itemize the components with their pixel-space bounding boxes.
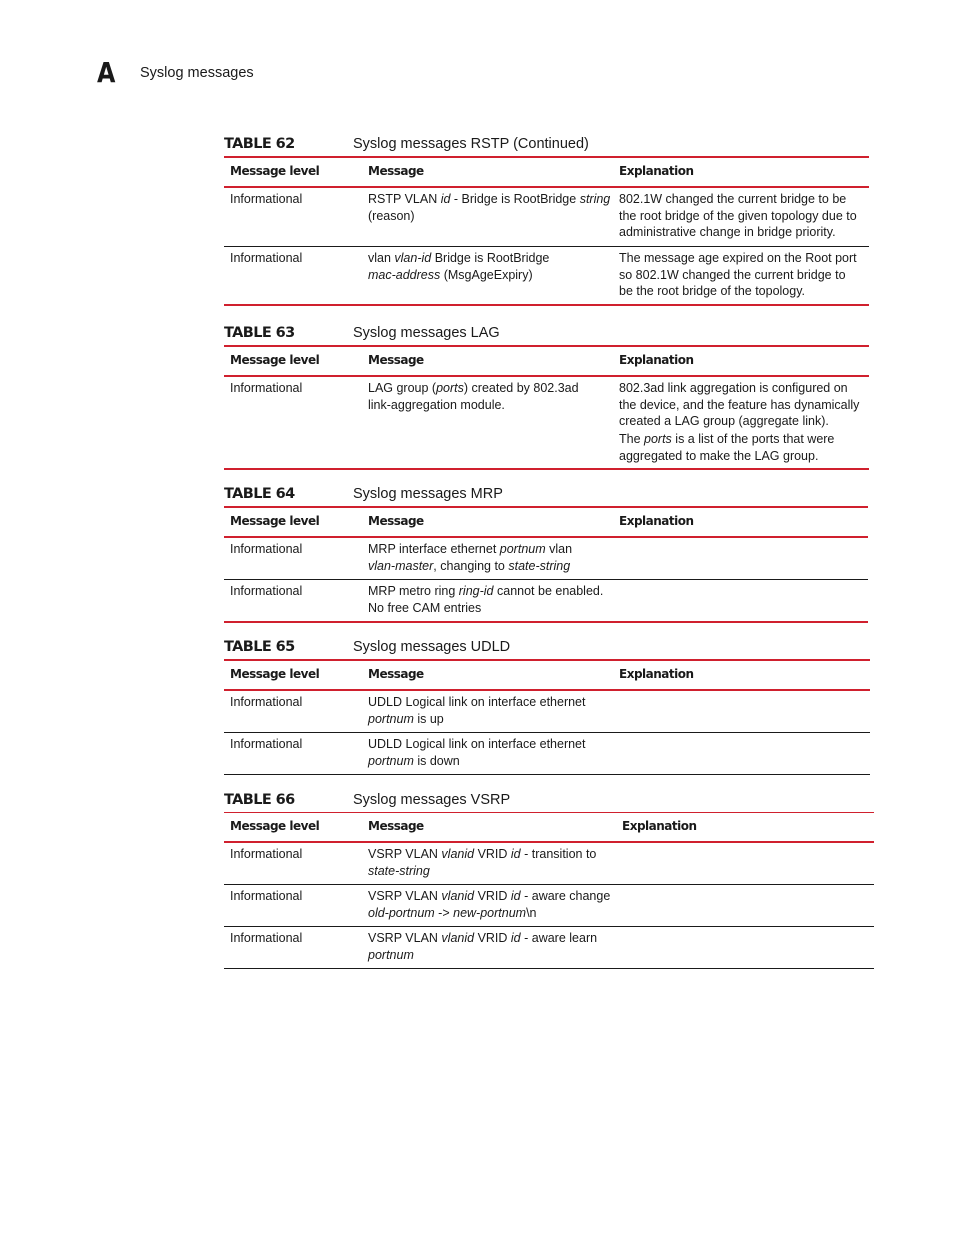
table-row (224, 538, 868, 580)
column-header-explanation: Explanation (622, 819, 697, 833)
column-header-level: Message level (230, 353, 320, 367)
cell-level: Informational (230, 737, 303, 751)
table-number: TABLE 65 (224, 639, 295, 655)
table-63 (224, 323, 869, 470)
table-title: Syslog messages UDLD (353, 639, 511, 655)
cell-message: MRP interface ethernet portnum vlan vlan-master, changing to state-string (368, 542, 573, 573)
table-row (224, 580, 868, 623)
cell-message: vlan vlan-id Bridge is RootBridge mac-address (MsgAgeExpiry) (368, 251, 550, 282)
table-caption (224, 484, 868, 506)
cell-level: Informational (230, 847, 303, 861)
cell-message: RSTP VLAN id - Bridge is RootBridge string (reason) (368, 192, 611, 223)
column-header-message: Message (368, 819, 424, 833)
table-caption (224, 323, 869, 345)
column-header-explanation: Explanation (619, 164, 694, 178)
table-row (224, 927, 874, 969)
table-header-row (224, 661, 870, 691)
column-header-explanation: Explanation (619, 514, 694, 528)
cell-message: VSRP VLAN vlanid VRID id - aware learn portnum (368, 931, 598, 962)
table-row (224, 247, 869, 306)
column-header-level: Message level (230, 667, 320, 681)
table-title: Syslog messages MRP (353, 486, 503, 502)
table-header-row (224, 508, 868, 538)
table-header-row (224, 158, 869, 188)
table-header-row (224, 813, 874, 843)
column-header-message: Message (368, 514, 424, 528)
cell-explanation: 802.1W changed the current bridge to be the root bridge of the given topology due to administrative change in bridge priority. (619, 192, 857, 239)
table-row (224, 733, 870, 775)
cell-explanation: The message age expired on the Root port so 802.1W changed the current bridge to be the root bridge of the topology. (619, 251, 857, 298)
table-caption (224, 637, 870, 659)
column-header-explanation: Explanation (619, 667, 694, 681)
column-header-message: Message (368, 164, 424, 178)
column-header-level: Message level (230, 819, 320, 833)
table-title: Syslog messages VSRP (353, 792, 511, 808)
column-header-message: Message (368, 667, 424, 681)
table-title: Syslog messages RSTP (Continued) (353, 136, 589, 152)
table-65 (224, 637, 870, 775)
table-row (224, 377, 869, 470)
cell-message: VSRP VLAN vlanid VRID id - aware change old-portnum -> new-portnum\n (368, 889, 611, 920)
table-number: TABLE 64 (224, 486, 295, 502)
table-row (224, 188, 869, 247)
cell-message: LAG group (ports) created by 802.3ad link-aggregation module. (368, 381, 579, 412)
cell-message: UDLD Logical link on interface ethernet portnum is down (368, 737, 586, 768)
cell-message: MRP metro ring ring-id cannot be enabled. No free CAM entries (368, 584, 604, 615)
table-row (224, 691, 870, 733)
column-header-level: Message level (230, 164, 320, 178)
table-caption (224, 790, 874, 812)
column-header-message: Message (368, 353, 424, 367)
cell-level: Informational (230, 889, 303, 903)
cell-level: Informational (230, 192, 303, 206)
chapter-letter: A (97, 56, 116, 89)
cell-message: UDLD Logical link on interface ethernet portnum is up (368, 695, 586, 726)
table-title: Syslog messages LAG (353, 325, 500, 341)
running-header-title: Syslog messages (140, 65, 254, 81)
table-row (224, 885, 874, 927)
table-row (224, 843, 874, 885)
cell-level: Informational (230, 931, 303, 945)
cell-level: Informational (230, 251, 303, 265)
table-66 (224, 790, 874, 969)
table-number: TABLE 66 (224, 792, 295, 808)
cell-explanation: 802.3ad link aggregation is configured on the device, and the feature has dynamically created a LAG group (aggregate link). The ports is a list of the ports that were aggregated to make the LAG group. (619, 381, 860, 463)
cell-level: Informational (230, 542, 303, 556)
table-number: TABLE 63 (224, 325, 295, 341)
cell-level: Informational (230, 584, 303, 598)
table-number: TABLE 62 (224, 136, 295, 152)
table-62 (224, 134, 869, 306)
table-caption (224, 134, 869, 156)
table-64 (224, 484, 868, 623)
cell-level: Informational (230, 381, 303, 395)
cell-level: Informational (230, 695, 303, 709)
column-header-level: Message level (230, 514, 320, 528)
column-header-explanation: Explanation (619, 353, 694, 367)
table-header-row (224, 347, 869, 377)
cell-message: VSRP VLAN vlanid VRID id - transition to state-string (368, 847, 597, 878)
